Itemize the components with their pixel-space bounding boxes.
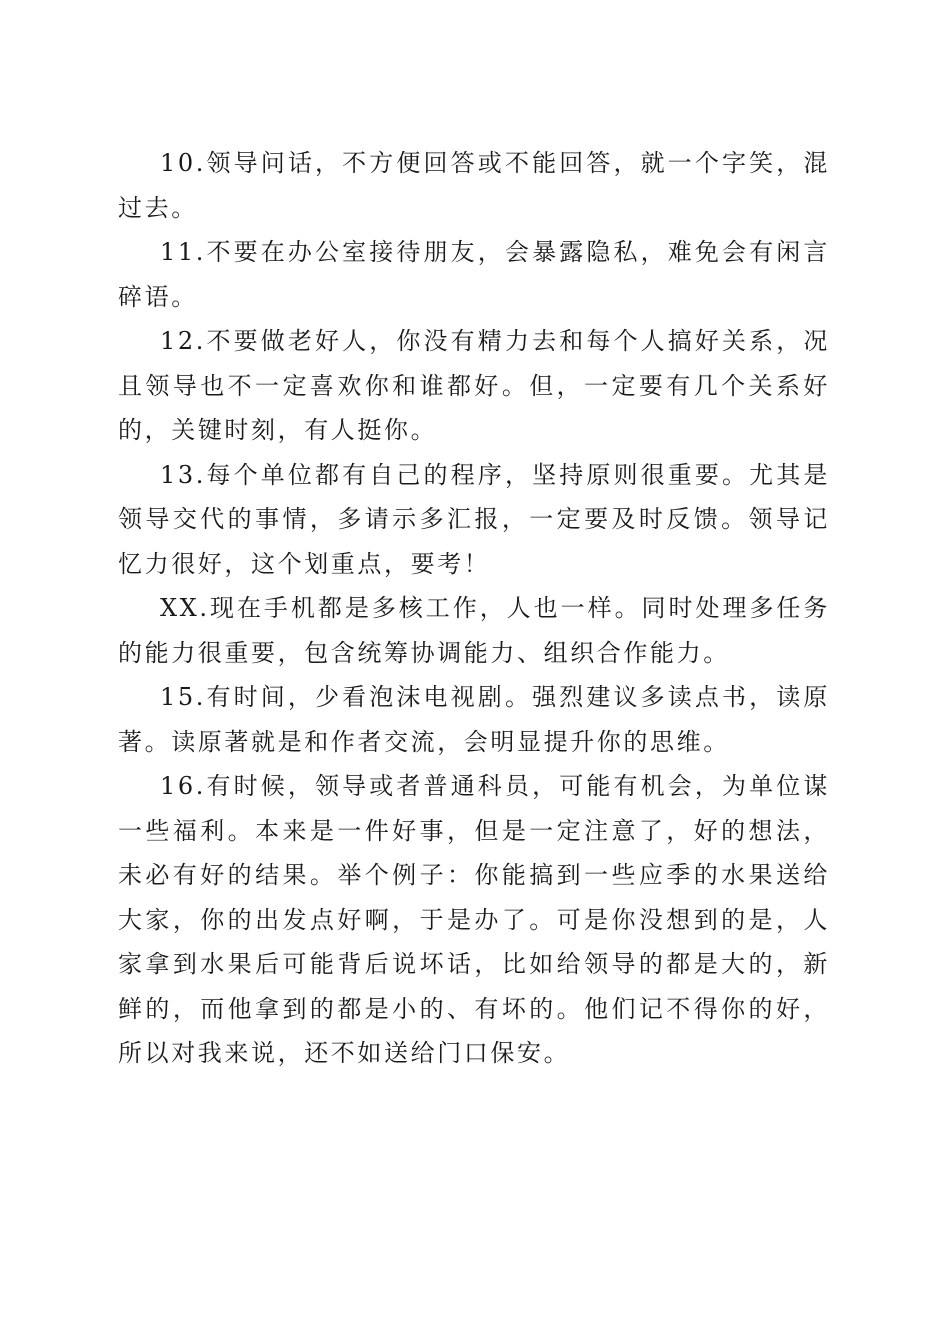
paragraph-12: 12.不要做老好人，你没有精力去和每个人搞好关系，况且领导也不一定喜欢你和谁都好。但，一定要有几个关系好的，关键时刻，有人挺你。	[118, 327, 830, 444]
document-body	[118, 141, 830, 1076]
paragraph-xx: XX.现在手机都是多核工作，人也一样。同时处理多任务的能力很重要，包含统筹协调能力、组织合作能力。	[118, 594, 830, 667]
paragraph-13: 13.每个单位都有自己的程序，坚持原则很重要。尤其是领导交代的事情，多请示多汇报，一定要及时反馈。领导记忆力很好，这个划重点，要考！	[118, 460, 830, 578]
paragraph-15: 15.有时间，少看泡沫电视剧。强烈建议多读点书，读原著。读原著就是和作者交流，会明显提升你的思维。	[118, 683, 830, 756]
paragraph-16: 16.有时候，领导或者普通科员，可能有机会，为单位谋一些福利。本来是一件好事，但是一定注意了，好的想法，未必有好的结果。举个例子：你能搞到一些应季的水果送给大家，你的出发点好啊，于是办了。可是你没想到的是，人家拿到水果后可能背后说坏话，比如给领导的都是大的，新鲜的，而他拿到的都是小的、有坏的。他们记不得你的好，所以对我来说，还不如送给门口保安。	[118, 772, 830, 1067]
paragraph-11: 11.不要在办公室接待朋友，会暴露隐私，难免会有闲言碎语。	[118, 238, 830, 311]
paragraph-10: 10.领导问话，不方便回答或不能回答，就一个字笑，混过去。	[118, 149, 830, 222]
